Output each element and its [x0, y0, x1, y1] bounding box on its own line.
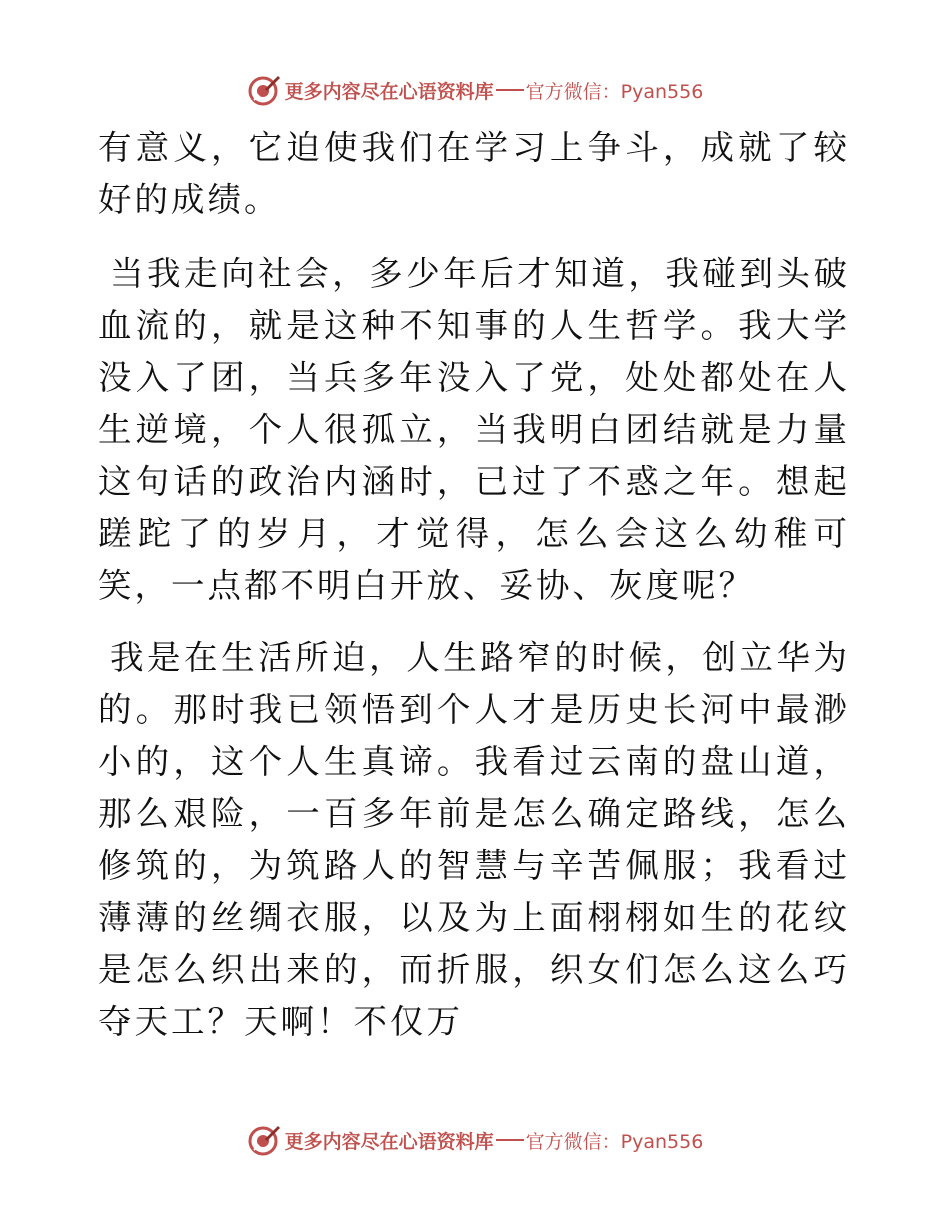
header-banner [0, 70, 950, 110]
header-banner-separator [496, 89, 524, 91]
footer-banner-wechat: 官方微信：Pyan556 [525, 1130, 704, 1153]
paragraph-3: 我是在生活所迫，人生路窄的时候，创立华为的。那时我已领悟到个人才是历史长河中最渺小的，这个人生真谛。我看过云南的盘山道，那么艰险，一百多年前是怎么确定路线，怎么修筑的，为筑路人的智慧与辛苦佩服；我看过薄薄的丝绸衣服，以及为上面栩栩如生的花纹是怎么织出来的，而折服，织女们怎么这么巧夺天工？天啊！不仅万 [98, 638, 850, 1041]
pen-logo-icon [247, 73, 281, 107]
footer-banner [0, 1120, 950, 1160]
paragraph-2: 当我走向社会，多少年后才知道，我碰到头破血流的，就是这种不知事的人生哲学。我大学没入了团，当兵多年没入了党，处处都处在人生逆境，个人很孤立，当我明白团结就是力量这句话的政治内涵时，已过了不惑之年。想起蹉跎了的岁月，才觉得，怎么会这么幼稚可笑，一点都不明白开放、妥协、灰度呢？ [98, 254, 850, 605]
header-banner-text: 更多内容尽在心语资料库 [284, 80, 494, 103]
header-banner-wechat: 官方微信：Pyan556 [525, 80, 704, 103]
document-body [98, 122, 850, 1068]
paragraph-1: 有意义，它迫使我们在学习上争斗，成就了较好的成绩。 [98, 128, 850, 219]
footer-banner-separator [496, 1139, 524, 1141]
pen-logo-icon [247, 1123, 281, 1157]
footer-banner-text: 更多内容尽在心语资料库 [284, 1130, 494, 1153]
